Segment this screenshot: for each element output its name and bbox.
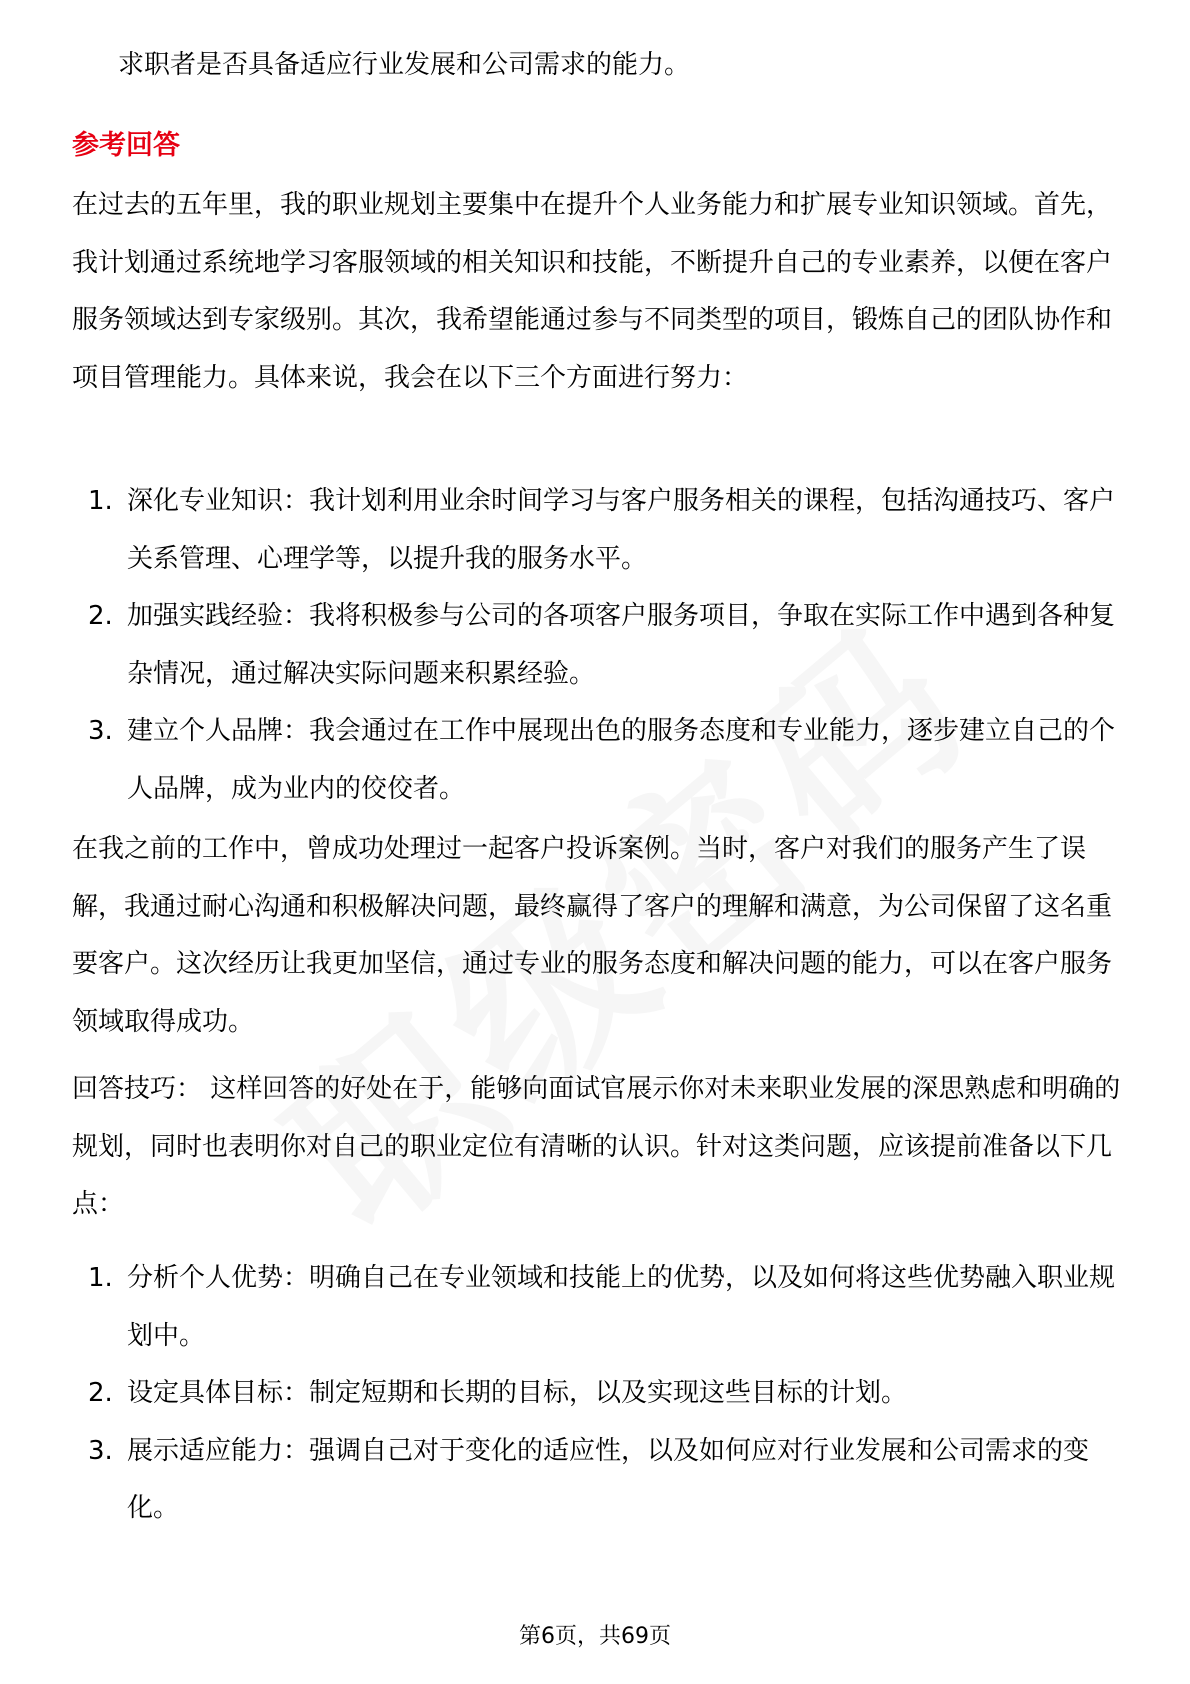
answer-tips-paragraph: 回答技巧： 这样回答的好处在于，能够向面试官展示你对未来职业发展的深思熟虑和明确的规划，同时也表明你对自己的职业定位有清晰的认识。针对这类问题，应该提前准备以下几点： — [72, 1074, 1121, 1219]
list-item — [72, 1365, 1122, 1423]
list-item-text: 建立个人品牌：我会通过在工作中展现出色的服务态度和专业能力，逐步建立自己的个人品牌，成为业内的佼佼者。 — [127, 716, 1116, 804]
list-item-text: 加强实践经验：我将积极参与公司的各项客户服务项目，争取在实际工作中遇到各种复杂情况，通过解决实际问题来积累经验。 — [127, 601, 1116, 689]
list-number: 3. — [88, 1435, 113, 1466]
page-footer: 第6页，共69页 — [519, 1624, 671, 1649]
answer-paragraph-1: 在过去的五年里，我的职业规划主要集中在提升个人业务能力和扩展专业知识领域。首先，我计划通过系统地学习客服领域的相关知识和技能，不断提升自己的专业素养，以便在客户服务领域达到专家级别。其次，我希望能通过参与不同类型的项目，锻炼自己的团队协作和项目管理能力。具体来说，我会在以下三个方面进行努力： — [72, 190, 1113, 393]
list-item-text: 设定具体目标：制定短期和长期的目标，以及实现这些目标的计划。 — [127, 1378, 908, 1408]
answer-paragraph-2: 在我之前的工作中，曾成功处理过一起客户投诉案例。当时，客户对我们的服务产生了误解，我通过耐心沟通和积极解决问题，最终赢得了客户的理解和满意，为公司保留了这名重要客户。这次经历让我更加坚信，通过专业的服务态度和解决问题的能力，可以在客户服务领域取得成功。 — [72, 834, 1113, 1037]
list-item-text: 深化专业知识：我计划利用业余时间学习与客户服务相关的课程，包括沟通技巧、客户关系管理、心理学等，以提升我的服务水平。 — [127, 486, 1116, 574]
reference-answer-heading: 参考回答 — [72, 130, 180, 161]
tips-list — [72, 1250, 1122, 1538]
list-number: 2. — [88, 1378, 113, 1408]
list-number: 1. — [88, 486, 113, 516]
list-item — [72, 1423, 1122, 1538]
effort-list — [72, 473, 1122, 818]
list-item — [72, 588, 1122, 703]
list-item — [72, 1250, 1122, 1365]
list-item — [72, 473, 1122, 588]
list-item — [72, 703, 1122, 818]
continued-line: 求职者是否具备适应行业发展和公司需求的能力。 — [118, 50, 691, 80]
list-number: 2. — [88, 601, 113, 631]
list-item-text: 展示适应能力：强调自己对于变化的适应性，以及如何应对行业发展和公司需求的变化。 — [127, 1435, 1090, 1523]
list-item-text: 分析个人优势：明确自己在专业领域和技能上的优势，以及如何将这些优势融入职业规划中。 — [127, 1263, 1116, 1351]
list-number: 1. — [88, 1263, 113, 1293]
list-number: 3. — [88, 716, 113, 746]
